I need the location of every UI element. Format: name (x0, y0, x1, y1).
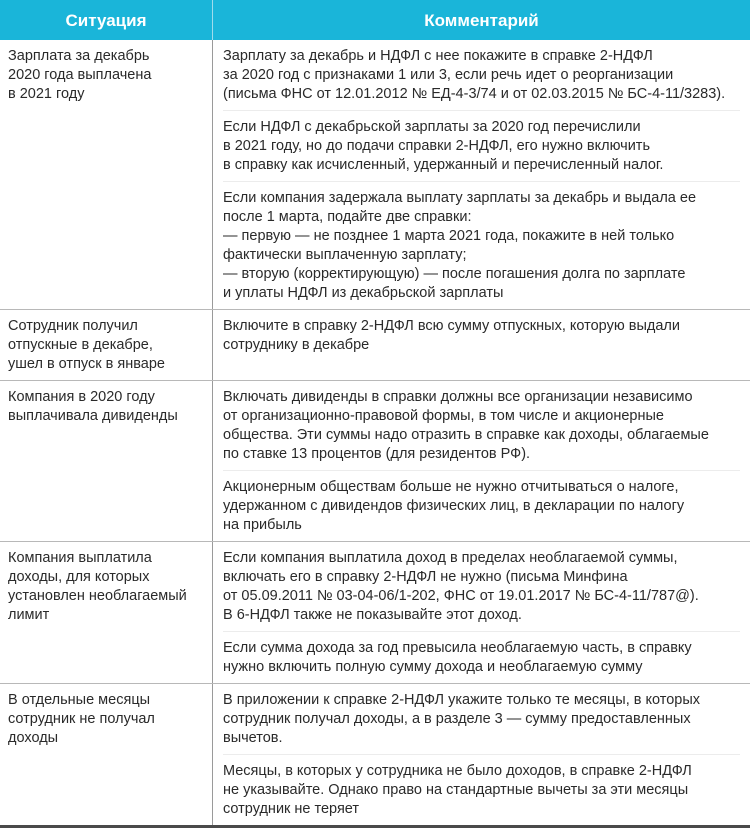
comment-paragraph (223, 110, 740, 181)
comment-paragraph (223, 684, 740, 754)
comment-line: Зарплату за декабрь и НДФЛ с нее покажите в справке 2-НДФЛ (223, 48, 653, 64)
comment-line: Если НДФЛ с декабрьской зарплаты за 2020 год перечислили (223, 119, 641, 135)
comment-line: от организационно-правовой формы, в том числе и акционерные (223, 408, 664, 424)
comment-line: сотрудник получал доходы, а в разделе 3 — сумму предоставленных (223, 711, 691, 727)
situation-line: 2020 года выплачена (8, 67, 152, 83)
comment-cell (213, 40, 750, 309)
comment-paragraph (223, 470, 740, 541)
comment-line: после 1 марта, подайте две справки: (223, 209, 472, 225)
comment-line: удержанном с дивидендов физических лиц, в декларации по налогу (223, 498, 685, 514)
comment-line: — вторую (корректирующую) — после погашения долга по зарплате (223, 266, 686, 282)
comment-line: нужно включить полную сумму дохода и необлагаемую сумму (223, 659, 643, 675)
comment-line: по ставке 13 процентов (для резидентов РФ). (223, 446, 531, 462)
situation-line: установлен необлагаемый (8, 588, 187, 604)
situation-line: отпускные в декабре, (8, 337, 153, 353)
comment-line: Месяцы, в которых у сотрудника не было доходов, в справке 2-НДФЛ (223, 763, 692, 779)
comment-line: Если компания задержала выплату зарплаты за декабрь и выдала ее (223, 190, 697, 206)
comment-line: Акционерным обществам больше не нужно отчитываться о налоге, (223, 479, 679, 495)
comment-line: Включите в справку 2-НДФЛ всю сумму отпускных, которую выдали (223, 318, 680, 334)
comment-cell (213, 381, 750, 541)
comment-line: сотруднику в декабре (223, 337, 370, 353)
comment-paragraph (223, 631, 740, 683)
comment-line: от 05.09.2011 № 03-04-06/1-202, ФНС от 19.01.2017 № БС-4-11/787@). (223, 588, 699, 604)
comment-line: на прибыль (223, 517, 302, 533)
situation-line: ушел в отпуск в январе (8, 356, 165, 372)
comment-line: В приложении к справке 2-НДФЛ укажите только те месяцы, в которых (223, 692, 701, 708)
comment-line: фактически выплаченную зарплату; (223, 247, 467, 263)
situation-line: выплачивала дивиденды (8, 408, 178, 424)
table-row (0, 380, 750, 541)
situation-line: Компания в 2020 году (8, 389, 155, 405)
situation-line: В отдельные месяцы (8, 692, 151, 708)
situation-cell (0, 542, 213, 683)
comment-cell (213, 310, 750, 380)
situation-line: доходы, для которых (8, 569, 150, 585)
comment-paragraph (223, 542, 740, 631)
comment-line: Если компания выплатила доход в пределах необлагаемой суммы, (223, 550, 678, 566)
comment-line: общества. Эти суммы надо отразить в справке как доходы, облагаемые (223, 427, 709, 443)
comment-line: включать его в справку 2-НДФЛ не нужно (письма Минфина (223, 569, 628, 585)
comment-paragraph (223, 40, 740, 110)
table-row (0, 309, 750, 380)
comment-line: Включать дивиденды в справки должны все организации независимо (223, 389, 693, 405)
comment-line: в справку как исчисленный, удержанный и перечисленный налог. (223, 157, 664, 173)
situation-line: Сотрудник получил (8, 318, 138, 334)
situation-line: сотрудник не получал (8, 711, 155, 727)
comment-line: Если сумма дохода за год превысила необлагаемую часть, в справку (223, 640, 692, 656)
header-situation: Ситуация (0, 0, 213, 40)
comment-paragraph (223, 181, 740, 309)
comment-line: в 2021 году, но до подачи справки 2-НДФЛ, его нужно включить (223, 138, 650, 154)
comment-cell (213, 542, 750, 683)
comment-paragraph (223, 381, 740, 470)
table-header (0, 0, 750, 40)
situation-line: Компания выплатила (8, 550, 152, 566)
comment-paragraph (223, 310, 740, 361)
comment-line: вычетов. (223, 730, 283, 746)
table-row (0, 541, 750, 683)
table-body (0, 40, 750, 825)
situation-cell (0, 310, 213, 380)
situation-line: доходы (8, 730, 59, 746)
comment-line: за 2020 год с признаками 1 или 3, если речь идет о реорганизации (223, 67, 674, 83)
table-row (0, 683, 750, 825)
situation-line: лимит (8, 607, 50, 623)
header-comment: Комментарий (424, 10, 539, 30)
comment-line: — первую — не позднее 1 марта 2021 года, покажите в ней только (223, 228, 675, 244)
comment-paragraph (223, 754, 740, 825)
table-row (0, 40, 750, 309)
comment-cell (213, 684, 750, 825)
comment-line: и уплаты НДФЛ из декабрьской зарплаты (223, 285, 504, 301)
situation-line: в 2021 году (8, 86, 85, 102)
situation-cell (0, 40, 213, 309)
situation-cell (0, 684, 213, 825)
comment-line: (письма ФНС от 12.01.2012 № ЕД-4-3/74 и от 02.03.2015 № БС-4-11/3283). (223, 86, 726, 102)
situation-cell (0, 381, 213, 541)
comment-line: не указывайте. Однако право на стандартные вычеты за эти месяцы (223, 782, 689, 798)
comment-line: В 6-НДФЛ также не показывайте этот доход. (223, 607, 522, 623)
situation-line: Зарплата за декабрь (8, 48, 150, 64)
comment-line: сотрудник не теряет (223, 801, 360, 817)
